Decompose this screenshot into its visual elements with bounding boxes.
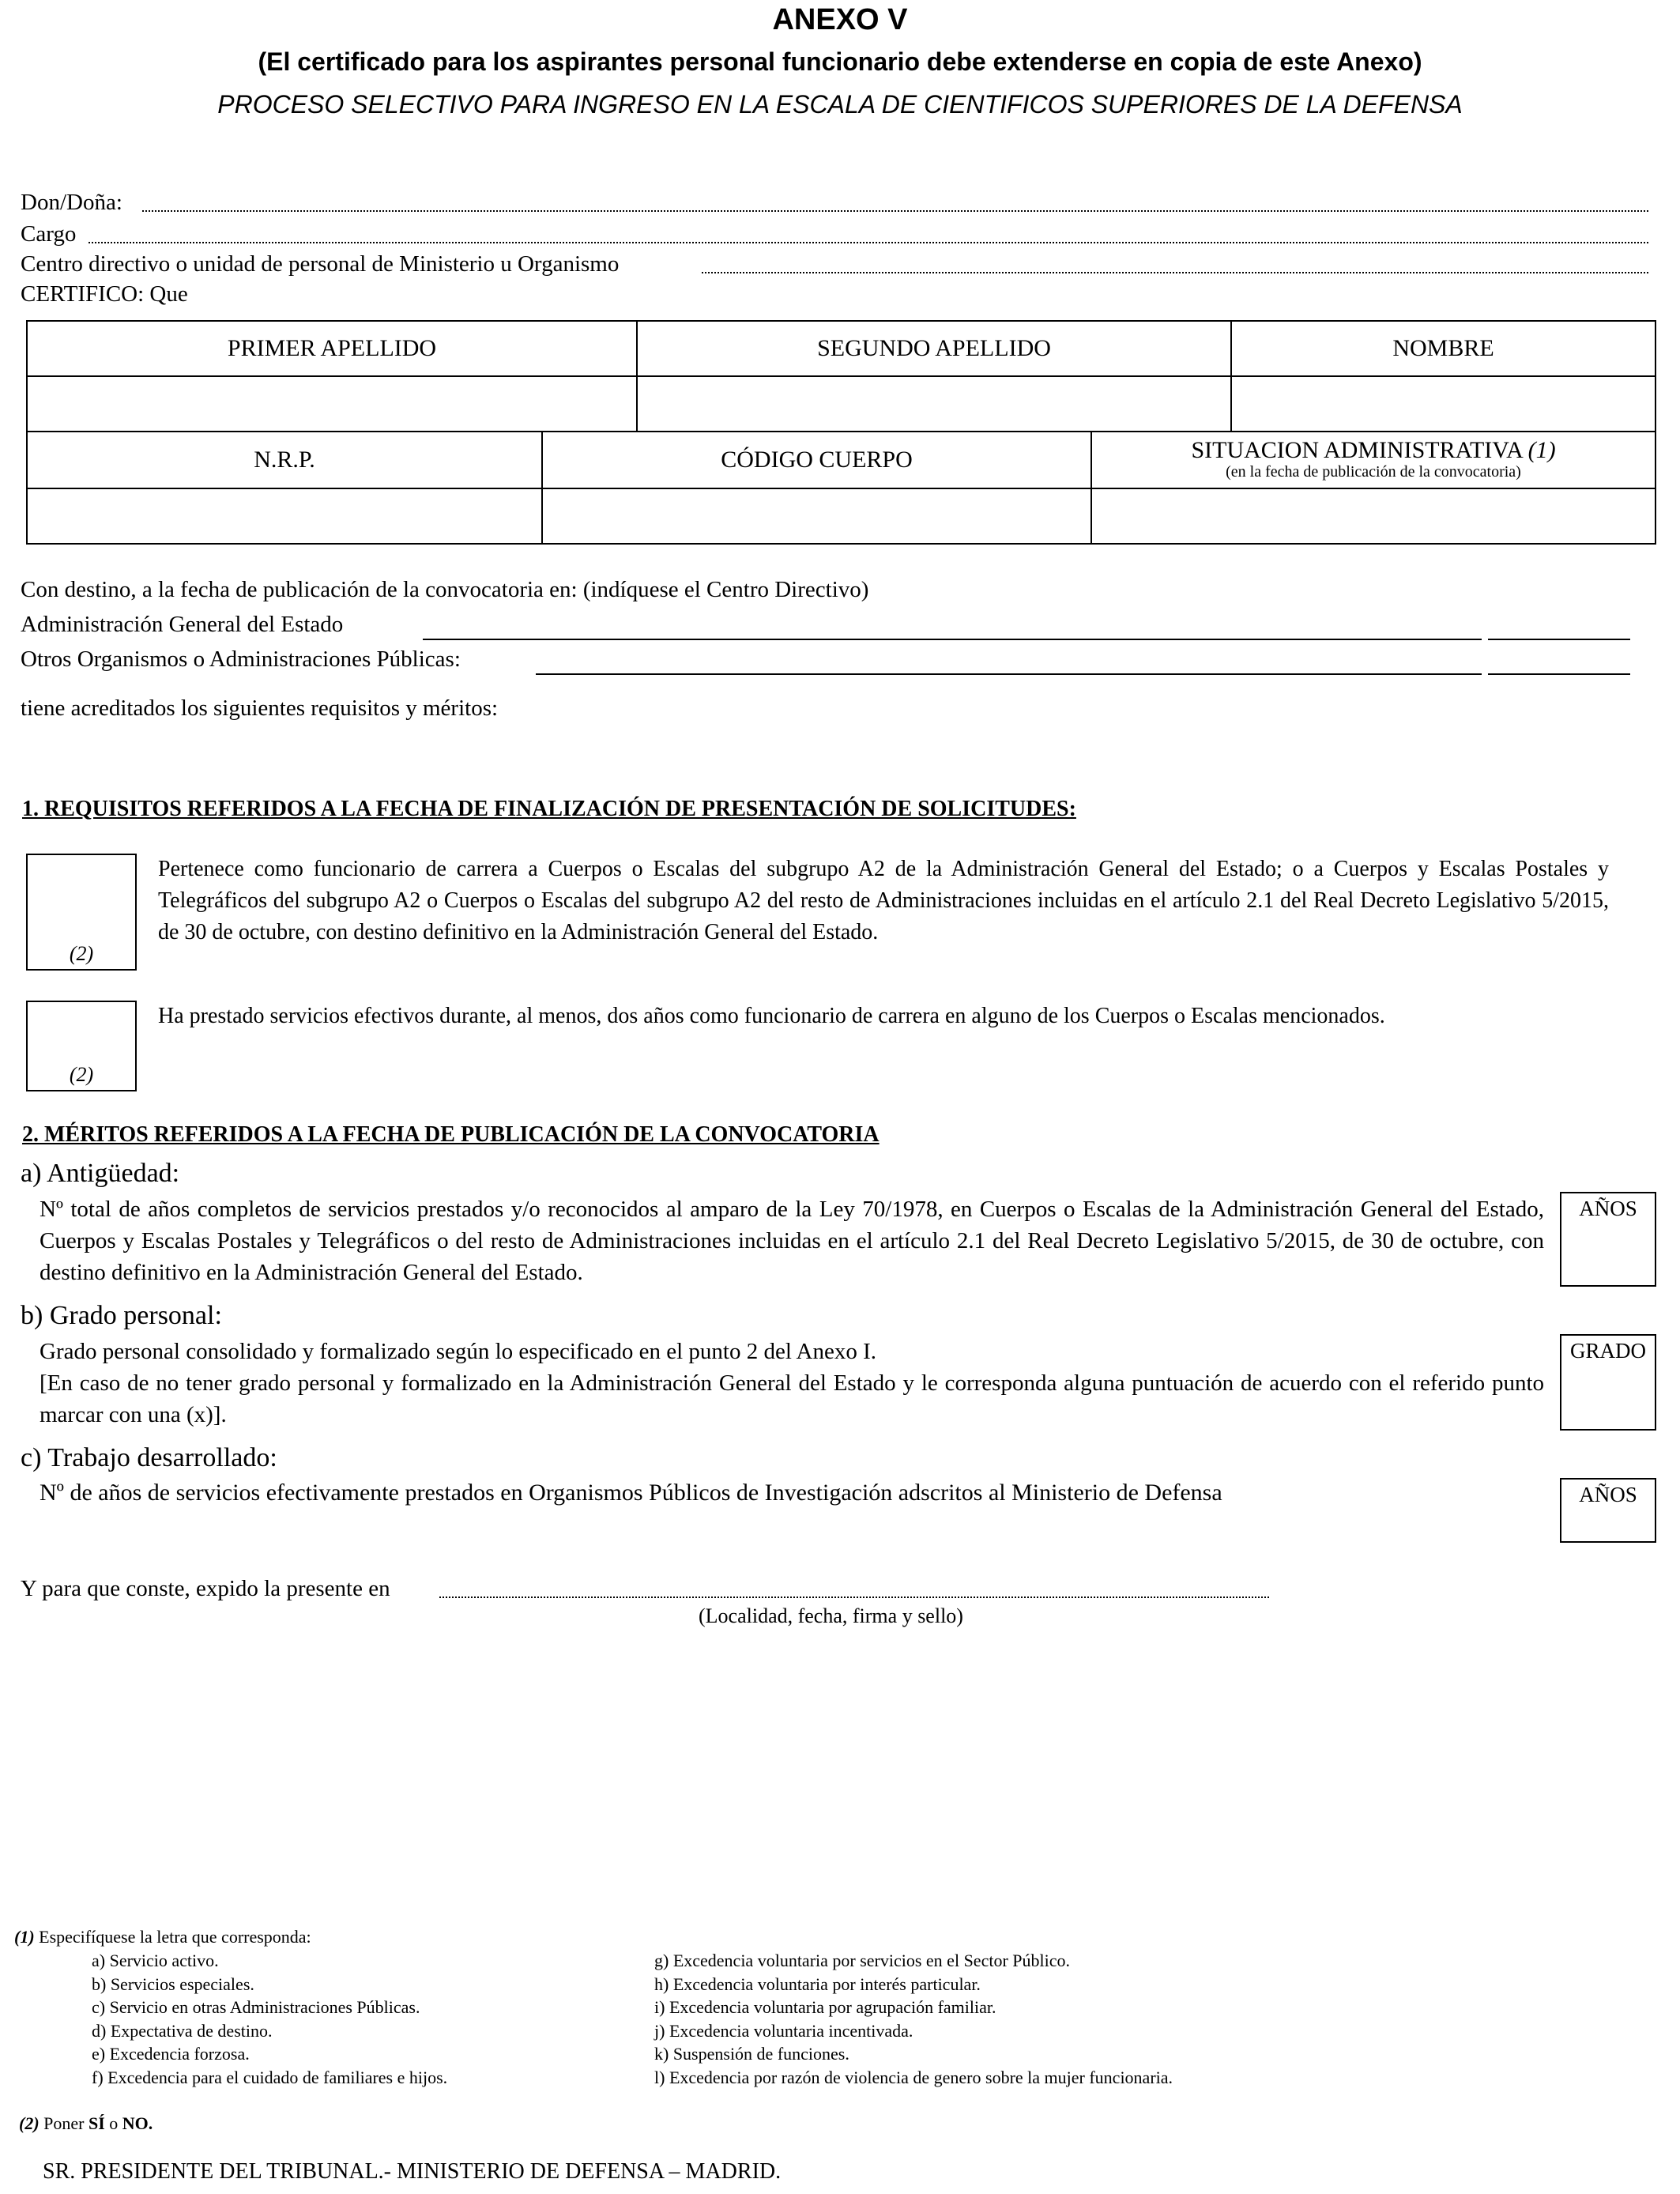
nrp-cell[interactable]: [27, 488, 542, 544]
antiguedad-text: Nº total de años completos de servicios prestados y/o reconocidos al amparo de la Ley 70/1978, en Cuerpos o Escalas de la Administración General del Estado, Cuerpos y Escalas Postales y Telegráficos o del resto de Administraciones incluidas en el artículo 2.1 del Real Decreto Legislativo 5/2015, de 30 de octubre, con destino definitivo en la Administración General del Estado.: [40, 1197, 1544, 1285]
footnote-item: d) Expectativa de destino.: [92, 2020, 273, 2041]
footnote-item: j) Excedencia voluntaria incentivada.: [654, 2020, 913, 2041]
footnote-1: [14, 1927, 311, 1947]
footnote-2-si: SÍ: [88, 2113, 105, 2133]
grado-title: b) Grado personal:: [21, 1301, 222, 1330]
antiguedad-years-box[interactable]: AÑOS: [1560, 1192, 1656, 1287]
footnote-2-mark: (2): [19, 2113, 40, 2133]
footnote-2-mid: o: [104, 2113, 122, 2133]
situacion-note-mark: (1): [1527, 437, 1556, 463]
requisito-1-text: Pertenece como funcionario de carrera a Cuerpos o Escalas del subgrupo A2 de la Administración General del Estado; o a Cuerpos y Escalas Postales y Telegráficos del subgrupo A2 o Cuerpos o Escalas del subgrupo A2 del resto de Administraciones incluidas en el artículo 2.1 del Real Decreto Legislativo 5/2015, de 30 de octubre, con destino definitivo en la Administración General del Estado.: [158, 857, 1609, 944]
footnote-item: e) Excedencia forzosa.: [92, 2044, 250, 2064]
footnote-item: c) Servicio en otras Administraciones Públicas.: [92, 1997, 420, 2017]
footnote-item: k) Suspensión de funciones.: [654, 2044, 849, 2064]
personal-data-table-top: [26, 320, 1656, 432]
footnote-2-text: Poner: [39, 2113, 89, 2133]
closing-field[interactable]: [439, 1596, 1269, 1598]
footnote-2-no: NO.: [122, 2113, 153, 2133]
requisito-1-note: (2): [69, 942, 94, 965]
age-label: Administración General del Estado: [21, 612, 344, 637]
footnote-left-list: [92, 1949, 447, 2089]
segundo-apellido-header: SEGUNDO APELLIDO: [637, 321, 1231, 376]
process-title: PROCESO SELECTIVO PARA INGRESO EN LA ESCALA DE CIENTIFICOS SUPERIORES DE LA DEFENSA: [217, 90, 1463, 119]
otros-field[interactable]: [536, 673, 1482, 675]
cargo-label: Cargo: [21, 221, 77, 247]
segundo-apellido-cell[interactable]: [637, 376, 1231, 432]
certifico-label: CERTIFICO: Que: [21, 281, 188, 307]
footnote-item: i) Excedencia voluntaria por agrupación familiar.: [654, 1997, 996, 2017]
footnote-1-text: Especifíquese la letra que corresponda:: [34, 1927, 311, 1947]
nrp-header: N.R.P.: [27, 432, 542, 488]
situacion-header: [1091, 432, 1656, 488]
grado-text-line2: [En caso de no tener grado personal y formalizado en la Administración General del Estado y le corresponda alguna puntuación de acuerdo con el referido punto marcar con una (x)].: [40, 1370, 1544, 1427]
codigo-cuerpo-cell[interactable]: [542, 488, 1091, 544]
primer-apellido-header: PRIMER APELLIDO: [27, 321, 637, 376]
meritos-heading: 2. MÉRITOS REFERIDOS A LA FECHA DE PUBLICACIÓN DE LA CONVOCATORIA: [22, 1122, 880, 1147]
antiguedad-title: a) Antigüedad:: [21, 1159, 180, 1188]
codigo-cuerpo-header: CÓDIGO CUERPO: [542, 432, 1091, 488]
footnote-right-list: [654, 1949, 1173, 2089]
requisitos-heading: 1. REQUISITOS REFERIDOS A LA FECHA DE FINALIZACIÓN DE PRESENTACIÓN DE SOLICITUDES:: [22, 797, 1076, 821]
personal-data-table-bottom: [26, 431, 1656, 545]
footnote-item: b) Servicios especiales.: [92, 1973, 254, 1994]
requisito-1-checkbox[interactable]: [26, 854, 137, 971]
age-field-extra[interactable]: [1488, 639, 1630, 640]
centro-label: Centro directivo o unidad de personal de Ministerio u Organismo: [21, 251, 620, 277]
closing-sub: (Localidad, fecha, firma y sello): [699, 1604, 963, 1627]
centro-field[interactable]: [702, 272, 1648, 273]
don-label: Don/Doña:: [21, 190, 122, 215]
addressee: SR. PRESIDENTE DEL TRIBUNAL.- MINISTERIO DE DEFENSA – MADRID.: [43, 2159, 782, 2184]
destino-intro: Con destino, a la fecha de publicación de la convocatoria en: (indíquese el Centro Directivo): [21, 577, 869, 602]
don-field[interactable]: [142, 210, 1648, 212]
footnote-item: a) Servicio activo.: [92, 1951, 219, 1970]
cargo-field[interactable]: [89, 242, 1648, 243]
trabajo-text: Nº de años de servicios efectivamente prestados en Organismos Públicos de Investigación adscritos al Ministerio de Defensa: [40, 1480, 1222, 1506]
footnote-1-mark: (1): [14, 1927, 35, 1947]
page-title: ANEXO V: [772, 3, 908, 36]
closing-text: Y para que conste, expido la presente en: [21, 1576, 390, 1601]
page-subtitle: (El certificado para los aspirantes personal funcionario debe extenderse en copia de este Anexo): [258, 47, 1422, 76]
footnote-item: h) Excedencia voluntaria por interés particular.: [654, 1973, 981, 1994]
situacion-cell[interactable]: [1091, 488, 1656, 544]
grado-text-line1: Grado personal consolidado y formalizado según lo especificado en el punto 2 del Anexo I.: [40, 1339, 876, 1364]
situacion-label: SITUACION ADMINISTRATIVA: [1191, 437, 1528, 463]
nombre-header: NOMBRE: [1231, 321, 1656, 376]
age-field[interactable]: [423, 639, 1482, 640]
trabajo-title: c) Trabajo desarrollado:: [21, 1443, 277, 1472]
grado-text: [40, 1336, 1544, 1431]
grado-box[interactable]: GRADO: [1560, 1334, 1656, 1431]
primer-apellido-cell[interactable]: [27, 376, 637, 432]
footnote-item: f) Excedencia para el cuidado de familiares e hijos.: [92, 2067, 448, 2087]
requisito-2-text: Ha prestado servicios efectivos durante, al menos, dos años como funcionario de carrera en alguno de los Cuerpos o Escalas mencionados.: [158, 1004, 1385, 1028]
nombre-cell[interactable]: [1231, 376, 1656, 432]
otros-field-extra[interactable]: [1488, 673, 1630, 675]
footnote-item: l) Excedencia por razón de violencia de genero sobre la mujer funcionaria.: [654, 2067, 1173, 2087]
footnote-item: g) Excedencia voluntaria por servicios en el Sector Público.: [654, 1951, 1070, 1970]
acreditados-text: tiene acreditados los siguientes requisitos y méritos:: [21, 696, 499, 721]
requisito-2-checkbox[interactable]: [26, 1001, 137, 1091]
requisito-2-note: (2): [69, 1063, 94, 1086]
trabajo-years-box[interactable]: AÑOS: [1560, 1478, 1656, 1543]
situacion-sublabel: (en la fecha de publicación de la convocatoria): [1226, 463, 1521, 481]
otros-label: Otros Organismos o Administraciones Públicas:: [21, 647, 461, 672]
footnote-2: [19, 2113, 153, 2134]
